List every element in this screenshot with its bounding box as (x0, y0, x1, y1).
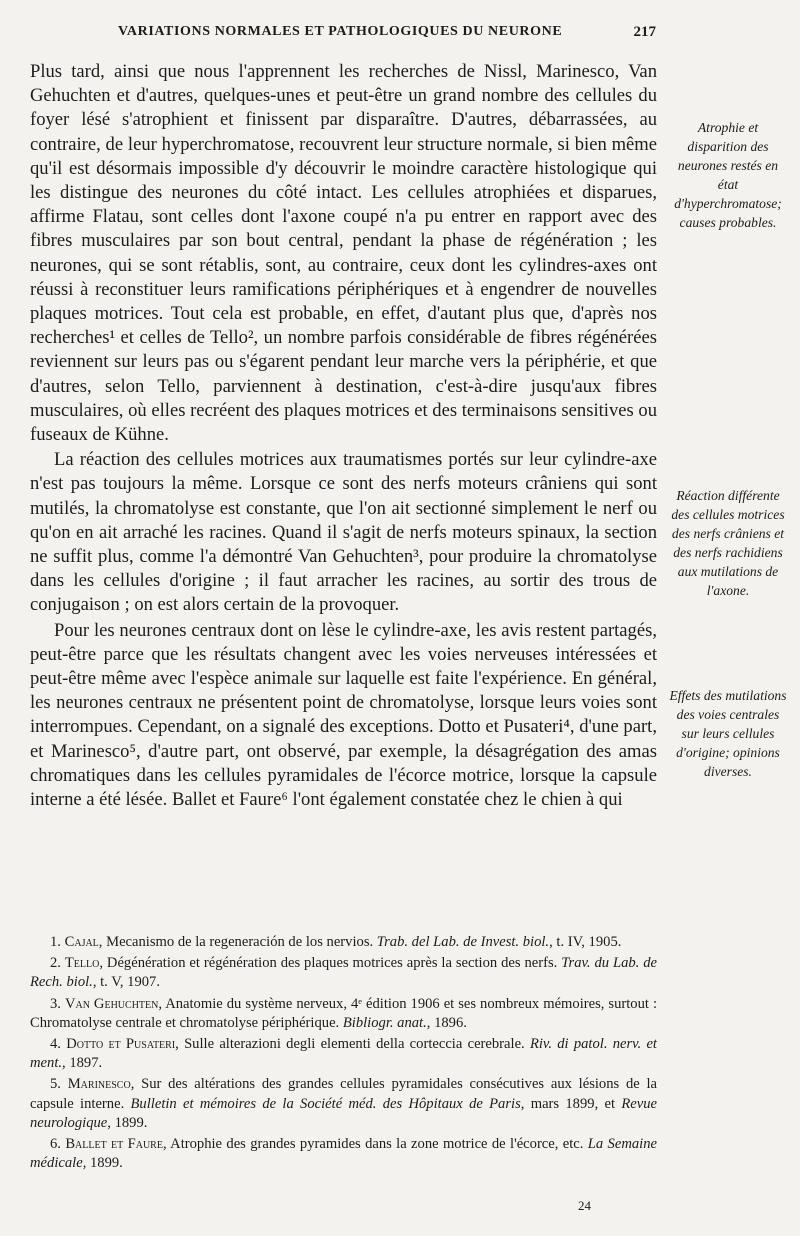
footnote-source: Trav. du Lab. de Rech. biol. (30, 955, 657, 991)
footnote-source-2: Revue neurologique (30, 1095, 657, 1131)
footnote-tail: , 1897. (62, 1055, 103, 1072)
footnote-source: Bibliogr. anat. (342, 1014, 427, 1031)
footnote-number: 5. (50, 1076, 61, 1093)
footnote-author: Tello (64, 955, 100, 972)
footnote-tail: , t. V, 1907. (92, 974, 161, 991)
paragraph: La réaction des cellules motrices aux traumatismes portés sur leur cylindre-axe n'est pas toujours la même. Lorsque ce sont des nerfs moteurs crâniens qui sont mutilés, la chromatolyse est constante, que l'on ait sectionné simplement le nerf ou qu'on en ait arraché les racines. Quand il s'agit de nerfs moteurs spinaux, la section ne suffit plus, comme l'a démontré Van Gehuchten³, pour produire la chromatolyse dans les cellules d'origine ; il faut arracher les racines, au sortir des trous de conjugaison ; on est alors certain de la provoquer. (30, 449, 657, 616)
footnote-text: , Anatomie du système nerveux, 4ᵉ édition 1906 et ses nombreux mémoires, surtout : Chromatolyse centrale et chromatolyse périphérique. (30, 995, 657, 1031)
footnote-author: Marinesco (67, 1076, 131, 1093)
footnote-source: Trab. del Lab. de Invest. biol. (376, 934, 550, 950)
footnote (30, 1075, 657, 1133)
footnote-tail: , t. IV, 1905. (549, 934, 622, 950)
margin-note: Atrophie et disparition des neurones restés en état d'hyperchromatose; causes probables. (674, 120, 782, 230)
footnote-author: Ballet et Faure (65, 1136, 163, 1153)
paragraph: Pour les neurones centraux dont on lèse le cylindre-axe, les avis restent partagés, peut-être parce que les résultats changent avec les voies nerveuses intéressées et peut-être même avec l'espèce animale sur laquelle est faite l'expérience. En général, les neurones centraux ne présentent point de chromatolyse, lorsque leurs voies sont interrompues. Cependant, on a signalé des exceptions. Dotto et Pusateri⁴, d'une part, et Marinesco⁵, d'autre part, ont observé, par exemple, la désagrégation des amas chromatiques dans les cellules pyramidales de l'écorce motrice, lorsque la capsule interne a été lésée. Ballet et Faure⁶ l'ont également constatée chez le chien à qui (30, 619, 657, 811)
footnote-number: 4. (50, 1036, 61, 1053)
main-text (30, 60, 657, 812)
footnote-number: 1. (50, 934, 61, 950)
footnote-tail: , 1896. (426, 1014, 467, 1031)
footnote-source: La Semaine médicale (30, 1136, 657, 1172)
footnote (30, 954, 657, 992)
margin-note: Réaction différente des cellules motrices des nerfs crâniens et des nerfs rachidiens aux mutilations de l'axone. (671, 488, 785, 598)
printer-signature: 24 (578, 1198, 591, 1213)
footnote-text: , Dégénération et régénération des plaques motrices après la section des nerfs. (99, 955, 562, 972)
footnote (30, 995, 657, 1033)
footnotes (30, 933, 657, 1175)
footnote (30, 933, 657, 952)
footnote-number: 2. (50, 955, 61, 972)
footnote-source: Bulletin et mémoires de la Société méd. des Hôpitaux de Paris (130, 1095, 521, 1112)
footnote-tail-2: , 1899. (107, 1114, 148, 1131)
footnote-number: 6. (50, 1136, 61, 1153)
footnote-text: , Sulle alterazioni degli elementi della corteccia cerebrale. (175, 1036, 530, 1053)
footnote-number: 3. (50, 995, 61, 1012)
footnote (30, 1135, 657, 1173)
footnote-author: Cajal (64, 934, 99, 950)
footnote-tail: , 1899. (82, 1155, 123, 1172)
page-number: 217 (633, 24, 656, 40)
page-header (60, 24, 656, 48)
running-title: VARIATIONS NORMALES ET PATHOLOGIQUES DU NEURONE (118, 24, 563, 39)
paragraph: Plus tard, ainsi que nous l'apprennent les recherches de Nissl, Marinesco, Van Gehuchten et d'autres, quelques-unes et peut-être un grand nombre des cellules du foyer lésé s'atrophient et finissent par disparaître. D'autres, débarrassées, au contraire, de leur hyperchromatose, recouvrent leur structure normale, si bien même qu'il est désormais impossible d'y découvrir le moindre caractère histologique qui les distingue des neurones du côté intact. Les cellules atrophiées et disparues, affirme Flatau, sont celles dont l'axone coupé n'a pu entrer en rapport avec des fibres musculaires par son bout central, pendant la phase de régénération ; les neurones, qui se sont rétablis, sont, au contraire, ceux dont les cylindres-axes ont réussi à reconstituer leurs ramifications périphériques et à engendrer de nouvelles plaques motrices. Tout cela est probable, en effet, d'autant plus que, d'après nos recherches¹ et celles de Tello², un nombre parfois considérable de fibres régénérées reviennent sur leurs pas ou s'égarent pendant leur marche vers la périphérie, et que d'autres, selon Tello, parviennent à destination, c'est-à-dire jusqu'aux fibres musculaires, où elles recréent des plaques motrices et des terminaisons sensitives ou fuseaux de Kühne. (30, 61, 657, 446)
footnote-text: , Atrophie des grandes pyramides dans la zone motrice de l'écorce, etc. (162, 1136, 588, 1153)
footnote-text: , Mecanismo de la regeneración de los nervios. (98, 934, 377, 950)
footnote (30, 1035, 657, 1073)
margin-note: Effets des mutilations des voies centrales sur leurs cellules d'origine; opinions diverses. (669, 688, 787, 779)
footnote-source: Riv. di patol. nerv. et ment. (30, 1036, 657, 1072)
footnote-tail: , mars 1899, et (520, 1095, 622, 1112)
footnote-author: Dotto et Pusateri (66, 1036, 176, 1053)
footnote-text: , Sur des altérations des grandes cellules pyramidales consécutives aux lésions de la capsule interne. (30, 1076, 657, 1112)
footnote-author: Van Gehuchten (64, 995, 159, 1012)
